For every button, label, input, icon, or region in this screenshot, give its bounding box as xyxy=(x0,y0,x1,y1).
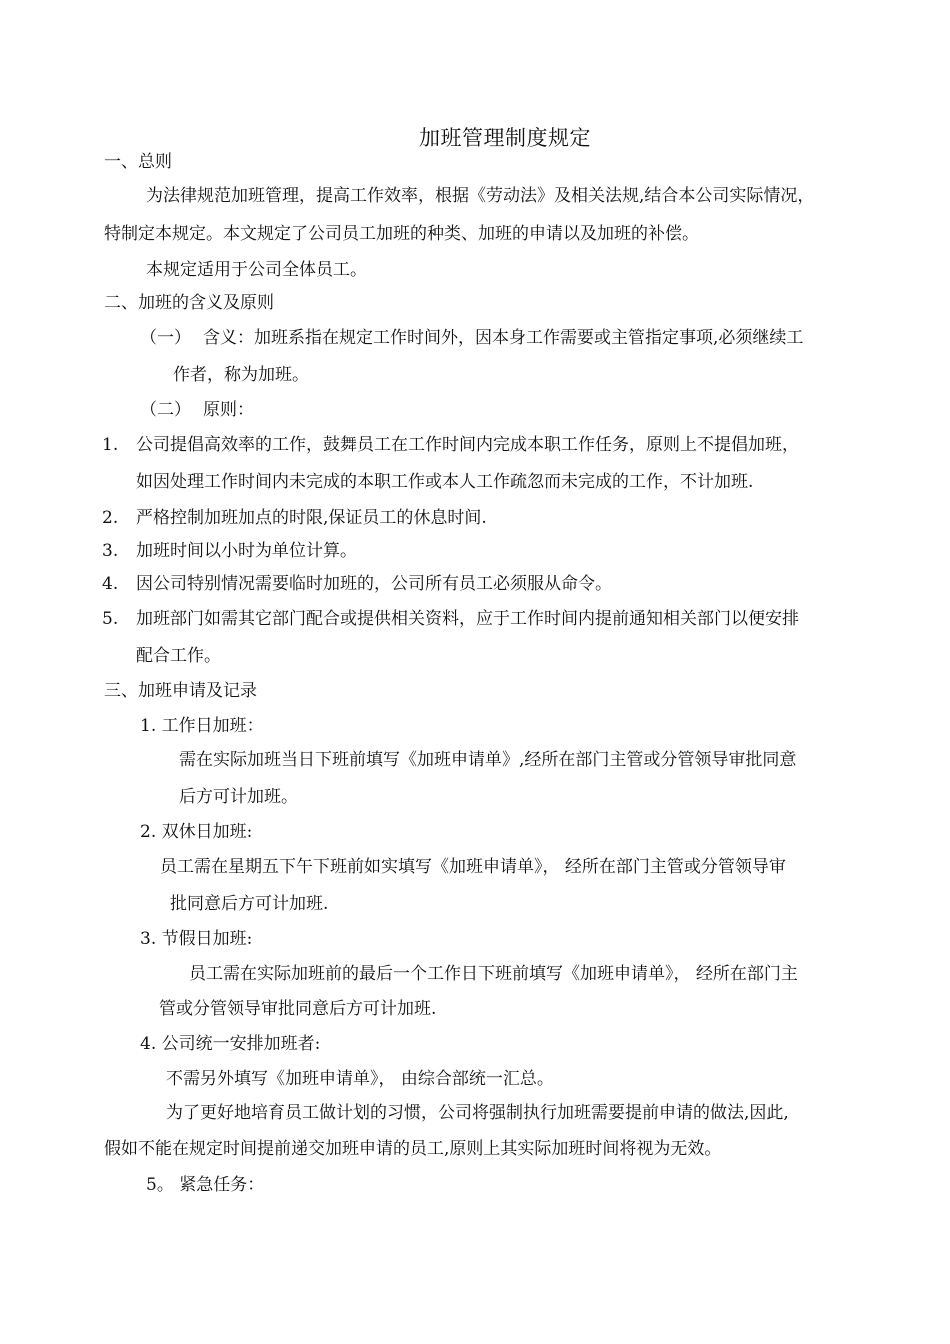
list-item-line: 因公司特别情况需要临时加班的，公司所有员工必须服从命令。 xyxy=(136,574,612,594)
paragraph-line: 含义：加班系指在规定工作时间外，因本身工作需要或主管指定事项,必须继续工 xyxy=(203,328,804,348)
paragraph-line: 本规定适用于公司全体员工。 xyxy=(146,260,367,280)
paragraph-line: 为法律规范加班管理，提高工作效率，根据《劳动法》及相关法规,结合本公司实际情况， xyxy=(146,186,815,206)
subsection-title: 2. 双休日加班: xyxy=(140,822,253,842)
list-item-line: 公司提倡高效率的工作，鼓舞员工在工作时间内完成本职工作任务，原则上不提倡加班， xyxy=(136,435,799,455)
paragraph-line: 管或分管领导审批同意后方可计加班. xyxy=(159,999,437,1019)
list-item-line: 如因处理工作时间内未完成的本职工作或本人工作疏忽而未完成的工作，不计加班. xyxy=(136,472,754,492)
list-item-line: 配合工作。 xyxy=(136,646,221,666)
paragraph-line: 为了更好地培育员工做计划的习惯，公司将强制执行加班需要提前申请的做法,因此, xyxy=(166,1103,789,1123)
list-number: 4. xyxy=(102,574,119,594)
list-item-line: 严格控制加班加点的时限,保证员工的休息时间. xyxy=(136,508,487,528)
paragraph-line: 需在实际加班当日下班前填写《加班申请单》,经所在部门主管或分管领导审批同意 xyxy=(179,750,797,770)
paragraph-line: 批同意后方可计加班. xyxy=(170,894,329,914)
paragraph-line: 作者，称为加班。 xyxy=(173,365,309,385)
subsection-title: 1. 工作日加班： xyxy=(140,716,264,736)
subsection-title: 4. 公司统一安排加班者: xyxy=(140,1034,321,1054)
section-heading-general: 一、总则 xyxy=(104,152,172,172)
subsection-title: 5。 紧急任务： xyxy=(146,1175,265,1195)
document-title: 加班管理制度规定 xyxy=(419,126,591,150)
list-number: 3. xyxy=(102,541,119,561)
paragraph-line: 原则： xyxy=(203,400,254,420)
subsection-title: 3. 节假日加班: xyxy=(140,929,253,949)
list-item-line: 加班时间以小时为单位计算。 xyxy=(136,541,357,561)
paragraph-line: 假如不能在规定时间提前递交加班申请的员工,原则上其实际加班时间将视为无效。 xyxy=(104,1139,722,1159)
paragraph-line: 不需另外填写《加班申请单》， 由综合部统一汇总。 xyxy=(166,1069,554,1089)
paragraph-line: 后方可计加班。 xyxy=(179,787,298,807)
paragraph-line: 员工需在星期五下午下班前如实填写《加班申请单》， 经所在部门主管或分管领导审 xyxy=(160,857,786,877)
section-heading-application: 三、加班申请及记录 xyxy=(104,681,257,701)
list-number: 5. xyxy=(102,609,119,629)
list-item-line: 加班部门如需其它部门配合或提供相关资料，应于工作时间内提前通知相关部门以便安排 xyxy=(136,609,799,629)
paragraph-line: 特制定本规定。本文规定了公司员工加班的种类、加班的申请以及加班的补偿。 xyxy=(104,224,699,244)
list-number: 2. xyxy=(102,508,119,528)
list-number: 1. xyxy=(102,435,119,455)
paragraph-line: 员工需在实际加班前的最后一个工作日下班前填写《加班申请单》， 经所在部门主 xyxy=(189,964,798,984)
list-marker: （一） xyxy=(140,328,191,348)
section-heading-definition: 二、加班的含义及原则 xyxy=(104,293,274,313)
list-marker: （二） xyxy=(140,400,191,420)
